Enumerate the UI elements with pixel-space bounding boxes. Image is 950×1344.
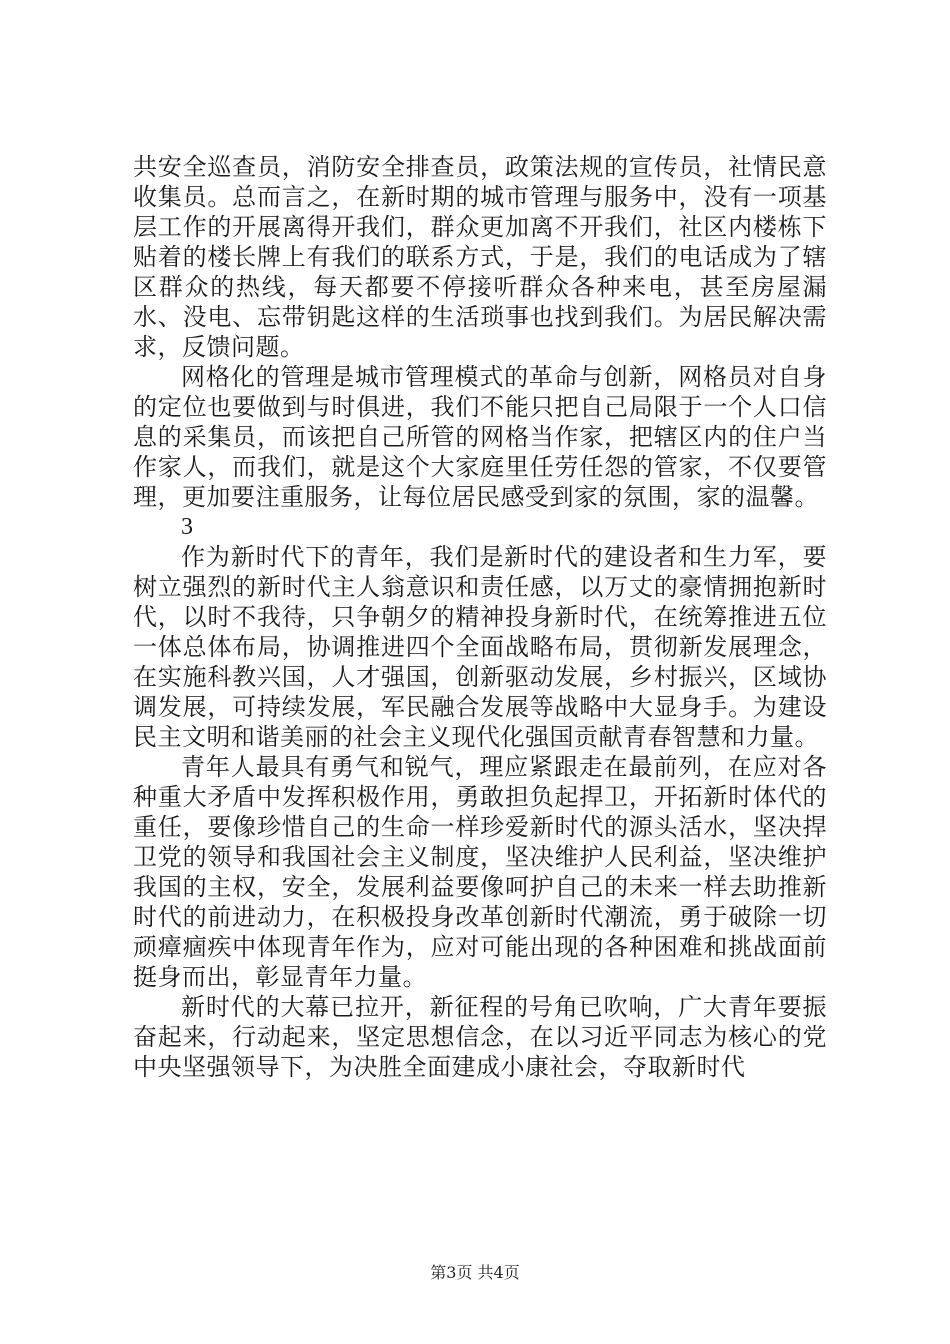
paragraph-grid-management: 网格化的管理是城市管理模式的革命与创新，网格员对自身的定位也要做到与时俱进，我们不能只把自己局限于一个人口信息的采集员，而该把自己所管的网格当作家，把辖区内的住户当作家人，而我们，就是这个大家庭里任劳任怨的管家，不仅要管理，更加要注重服务，让每位居民感受到家的氛围，家的温馨。 xyxy=(133,363,827,511)
page-footer xyxy=(0,1263,950,1283)
paragraph-youth-courage: 青年人最具有勇气和锐气，理应紧跟走在最前列，在应对各种重大矛盾中发挥积极作用，勇敢担负起捍卫，开拓新时体代的重任，要像珍惜自己的生命一样珍爱新时代的源头活水，坚决捍卫党的领导和我国社会主义制度，坚决维护人民利益，坚决维护我国的主权，安全，发展利益要像呵护自己的未来一样去助推新时代的前进动力，在积极投身改革创新时代潮流，勇于破除一切顽瘴痼疾中体现青年作为，应对可能出现的各种困难和挑战面前挺身而出，彰显青年力量。 xyxy=(133,753,827,991)
paragraph-continued: 共安全巡查员，消防安全排查员，政策法规的宣传员，社情民意收集员。总而言之，在新时期的城市管理与服务中，没有一项基层工作的开展离得开我们，群众更加离不开我们，社区内楼栋下贴着的楼长牌上有我们的联系方式，于是，我们的电话成为了辖区群众的热线，每天都要不停接听群众各种来电，甚至房屋漏水、没电、忘带钥匙这样的生活琐事也找到我们。为居民解决需求，反馈问题。 xyxy=(133,153,827,361)
paragraph-new-journey: 新时代的大幕已拉开，新征程的号角已吹响，广大青年要振奋起来，行动起来，坚定思想信念，在以习近平同志为核心的党中央坚强领导下，为决胜全面建成小康社会，夺取新时代 xyxy=(133,993,827,1081)
paragraph-new-era-youth: 作为新时代下的青年，我们是新时代的建设者和生力军，要树立强烈的新时代主人翁意识和责任感，以万丈的豪情拥抱新时代，以时不我待，只争朝夕的精神投身新时代，在统筹推进五位一体总体布局，协调推进四个全面战略布局，贯彻新发展理念，在实施科教兴国，人才强国，创新驱动发展，乡村振兴，区域协调发展，可持续发展，军民融合发展等战略中大显身手。为建设民主文明和谐美丽的社会主义现代化强国贡献青春智慧和力量。 xyxy=(133,543,827,751)
page-number-label: 第3页 共4页 xyxy=(430,1263,520,1282)
section-number: 3 xyxy=(181,514,193,540)
document-body xyxy=(133,152,827,1082)
